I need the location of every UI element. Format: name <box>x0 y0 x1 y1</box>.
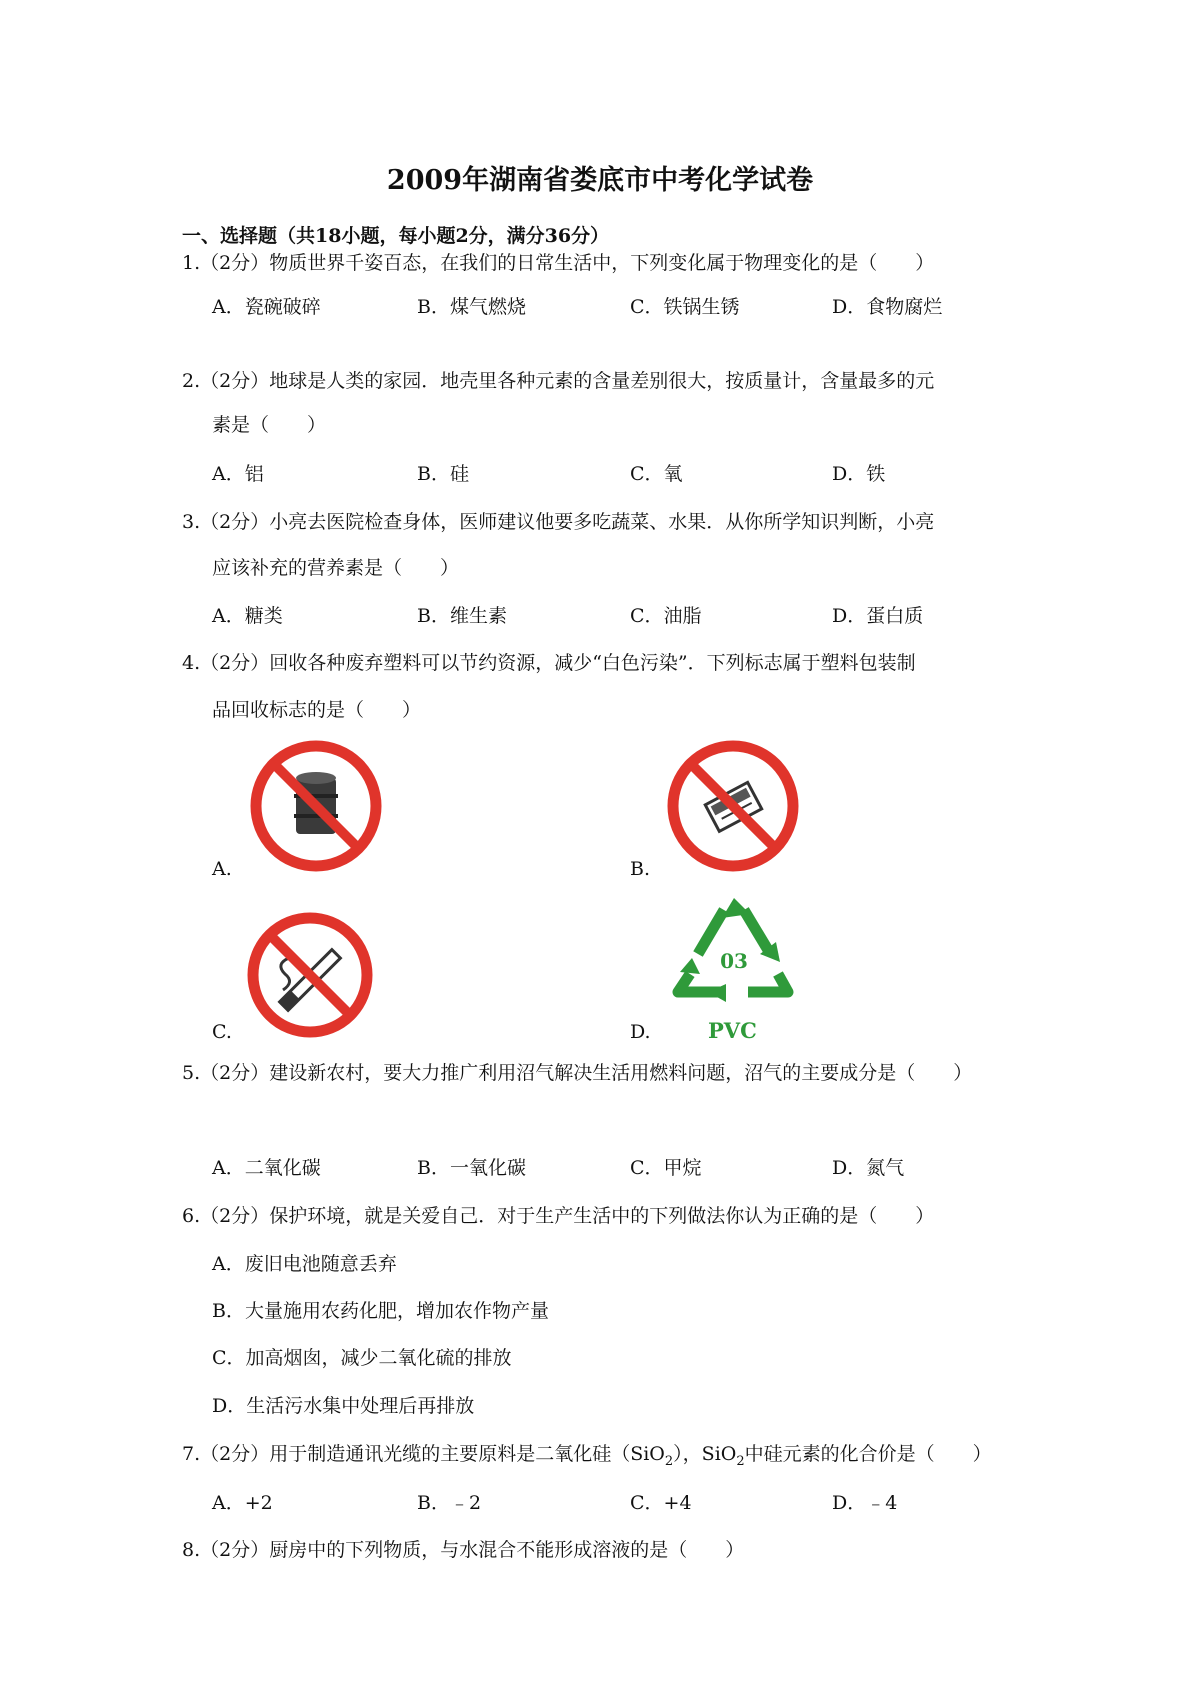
q4-label-c[interactable]: C. <box>212 1021 232 1043</box>
no-barrel-sign-icon[interactable] <box>248 738 384 874</box>
q2-option-a[interactable]: A．铝 <box>212 463 264 485</box>
q3-option-a[interactable]: A．糖类 <box>212 605 283 627</box>
q1-option-c[interactable]: C．铁锅生锈 <box>630 296 740 318</box>
q2-option-d[interactable]: D．铁 <box>832 463 886 485</box>
q7-option-d[interactable]: D．﹣4 <box>832 1492 898 1514</box>
q6-option-c[interactable]: C．加高烟囱，减少二氧化硫的排放 <box>212 1347 512 1369</box>
q2-option-c[interactable]: C．氧 <box>630 463 683 485</box>
no-matches-sign-icon[interactable] <box>665 738 801 874</box>
q6-option-b[interactable]: B．大量施用农药化肥，增加农作物产量 <box>212 1300 549 1322</box>
q5-option-d[interactable]: D．氮气 <box>832 1157 905 1179</box>
question-4-stem: 4.（2分）回收各种废弃塑料可以节约资源，减少“白色污染”．下列标志属于塑料包装制 <box>182 652 916 674</box>
section-heading: 一、选择题（共18小题，每小题2分，满分36分） <box>182 225 610 247</box>
q7-option-c[interactable]: C．+4 <box>630 1492 692 1514</box>
question-8-stem: 8.（2分）厨房中的下列物质，与水混合不能形成溶液的是（ ） <box>182 1539 745 1561</box>
question-3-stem: 3.（2分）小亮去医院检查身体，医师建议他要多吃蔬菜、水果．从你所学知识判断，小亮 <box>182 511 935 533</box>
question-2-stem: 2.（2分）地球是人类的家园．地壳里各种元素的含量差别很大，按质量计，含量最多的元 <box>182 370 935 392</box>
page-title: 2009年湖南省娄底市中考化学试卷 <box>386 165 814 196</box>
q7-option-a[interactable]: A．+2 <box>212 1492 273 1514</box>
q5-option-c[interactable]: C．甲烷 <box>630 1157 702 1179</box>
q1-option-b[interactable]: B．煤气燃烧 <box>417 296 526 318</box>
q2-option-b[interactable]: B．硅 <box>417 463 469 485</box>
question-1-stem: 1.（2分）物质世界千姿百态，在我们的日常生活中，下列变化属于物理变化的是（ ） <box>182 252 935 274</box>
question-2-stem-cont: 素是（ ） <box>212 414 327 436</box>
q1-option-d[interactable]: D．食物腐烂 <box>832 296 943 318</box>
q4-label-b[interactable]: B. <box>630 858 651 880</box>
pvc-recycle-icon[interactable] <box>664 892 804 1018</box>
q3-option-d[interactable]: D．蛋白质 <box>832 605 924 627</box>
question-5-stem: 5.（2分）建设新农村，要大力推广利用沼气解决生活用燃料问题，沼气的主要成分是（ ） <box>182 1062 973 1084</box>
question-7-stem: 7.（2分）用于制造通讯光缆的主要原料是二氧化硅（SiO$_2$），SiO$_2$中硅元素的化合价是（ ） <box>182 1443 992 1469</box>
q5-option-b[interactable]: B．一氧化碳 <box>417 1157 526 1179</box>
pvc-label: PVC <box>708 1018 757 1043</box>
q4-label-d[interactable]: D. <box>630 1021 651 1043</box>
q7-option-b[interactable]: B．﹣2 <box>417 1492 482 1514</box>
q5-option-a[interactable]: A．二氧化碳 <box>212 1157 321 1179</box>
no-smoking-sign-icon[interactable] <box>245 910 375 1040</box>
question-6-stem: 6.（2分）保护环境，就是关爱自己．对于生产生活中的下列做法你认为正确的是（ ） <box>182 1205 935 1227</box>
q6-option-a[interactable]: A．废旧电池随意丢弃 <box>212 1253 397 1275</box>
q4-label-a[interactable]: A. <box>212 858 232 880</box>
q3-option-c[interactable]: C．油脂 <box>630 605 702 627</box>
q6-option-d[interactable]: D．生活污水集中处理后再排放 <box>212 1395 475 1417</box>
q3-option-b[interactable]: B．维生素 <box>417 605 507 627</box>
q1-option-a[interactable]: A．瓷碗破碎 <box>212 296 321 318</box>
pvc-number: 03 <box>720 949 748 973</box>
question-4-stem-cont: 品回收标志的是（ ） <box>212 699 422 721</box>
question-3-stem-cont: 应该补充的营养素是（ ） <box>212 557 460 579</box>
